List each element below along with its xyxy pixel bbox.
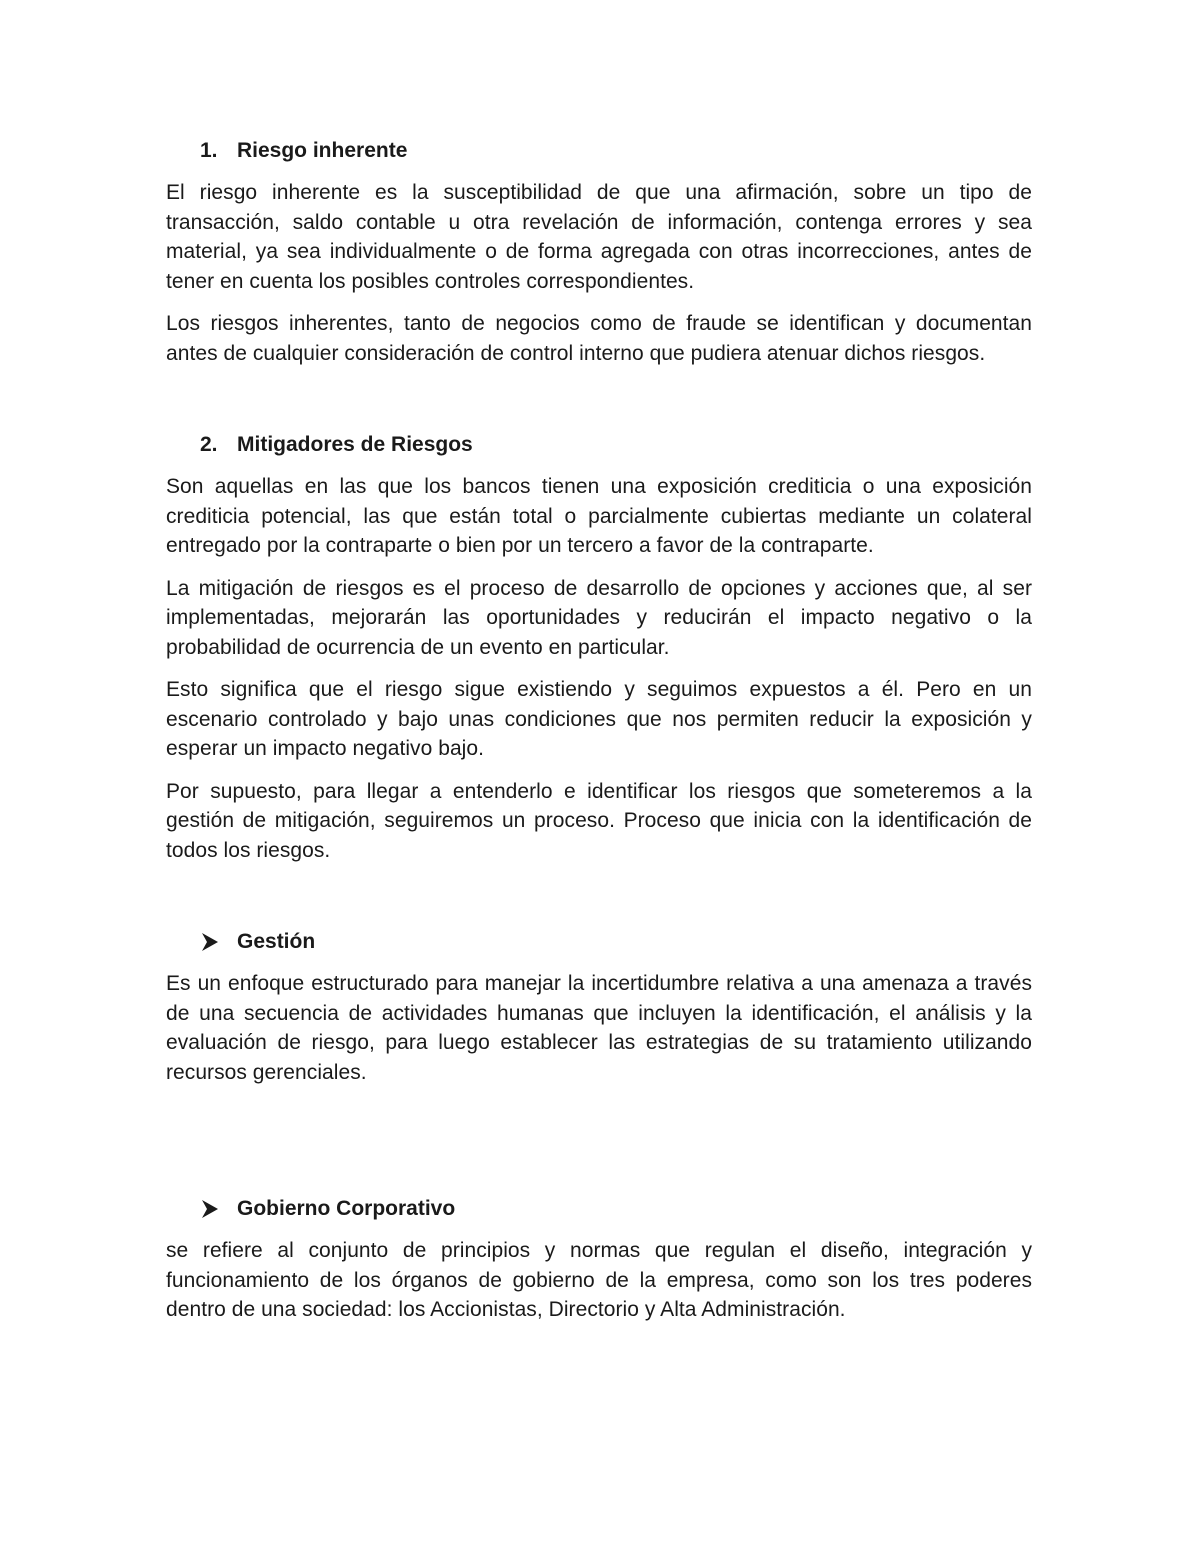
section-title: Gestión: [237, 930, 316, 953]
paragraph: El riesgo inherente es la susceptibilidad de que una afirmación, sobre un tipo de transacción, saldo contable u otra revelación de información, contenga errores y sea material, ya sea individualmente o de forma agregada con otras incorrecciones, antes de tener en cuenta los posibles controles correspondientes.: [166, 181, 1032, 293]
section-heading-gobierno-corporativo: [166, 1194, 1032, 1224]
arrowhead-bullet-icon: [200, 932, 237, 952]
paragraph: Por supuesto, para llegar a entenderlo e identificar los riesgos que someteremos a la gestión de mitigación, seguiremos un proceso. Proceso que inicia con la identificación de todos los riesgos.: [166, 779, 1032, 862]
paragraph: Esto significa que el riesgo sigue existiendo y seguimos expuestos a él. Pero en un escenario controlado y bajo unas condiciones que nos permiten reducir la exposición y esperar un impacto negativo bajo.: [166, 678, 1032, 760]
section-heading-riesgo-inherente: [166, 136, 1032, 166]
document-page: [166, 136, 1032, 1338]
arrowhead-bullet-icon: [200, 1199, 237, 1219]
paragraph: Los riesgos inherentes, tanto de negocios como de fraude se identifican y documentan antes de cualquier consideración de control interno que pudiera atenuar dichos riesgos.: [166, 312, 1032, 365]
section-title: Riesgo inherente: [237, 139, 408, 162]
paragraph: se refiere al conjunto de principios y normas que regulan el diseño, integración y funcionamiento de los órganos de gobierno de la empresa, como son los tres poderes dentro de una sociedad: los Accionistas, Directorio y Alta Administración.: [166, 1239, 1032, 1321]
paragraph: Es un enfoque estructurado para manejar la incertidumbre relativa a una amenaza a través de una secuencia de actividades humanas que incluyen la identificación, el análisis y la evaluación de riesgo, para luego establecer las estrategias de su tratamiento utilizando recursos gerenciales.: [166, 972, 1032, 1084]
list-number: 2.: [200, 433, 218, 456]
section-title: Mitigadores de Riesgos: [237, 433, 473, 456]
section-title: Gobierno Corporativo: [237, 1197, 456, 1220]
paragraph: La mitigación de riesgos es el proceso de desarrollo de opciones y acciones que, al ser implementadas, mejorarán las oportunidades y reducirán el impacto negativo o la probabilidad de ocurrencia de un evento en particular.: [166, 576, 1032, 659]
section-heading-gestion: [166, 927, 1032, 957]
list-number: 1.: [200, 139, 218, 162]
paragraph: Son aquellas en las que los bancos tienen una exposición crediticia o una exposición crediticia potencial, las que están total o parcialmente cubiertas mediante un colateral entregado por la contraparte o bien por un tercero a favor de la contraparte.: [166, 475, 1032, 557]
section-heading-mitigadores-de-riesgos: [166, 430, 1032, 460]
